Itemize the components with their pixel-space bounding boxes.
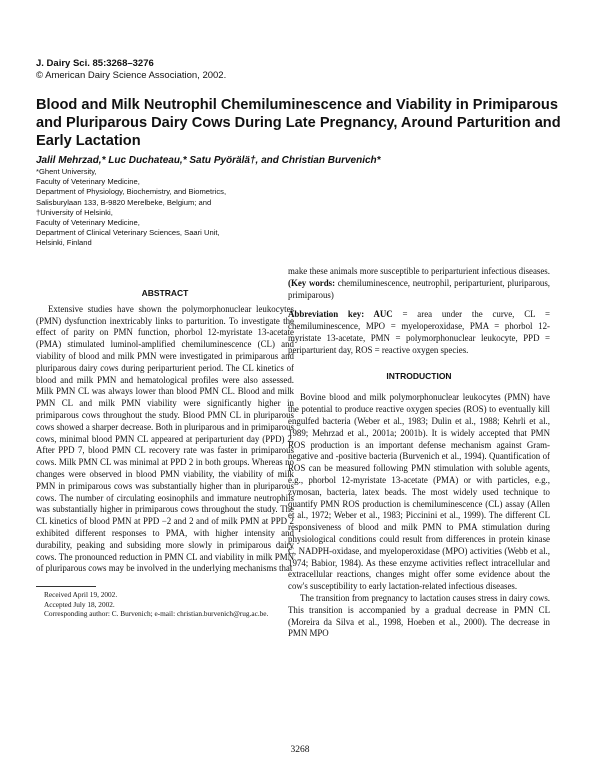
introduction-paragraph-1: Bovine blood and milk polymorphonuclear leukocytes (PMN) have the potential to produce reactive oxygen species (ROS) to eventually kill engulfed bacteria (Weber et al., 1983; Dulin et al., 1988; Kehrli et al., 1989; Mehrzad et al., 2001a; 2001b). It is widely accepted that PMN ROS production is an important defense mechanism against Gram-negative and -positive bacteria (Burvenich et al., 1994). Quantification of ROS can be measured following PMN stimulation with soluble agents, e.g., phorbol 12-myristate 13-acetate (PMA) or with particles, e.g., zymosan, bacteria, latex beads. The most widely used technique to quantify PMN ROS production is chemiluminescence (CL) assay (Allen et al., 1972; Weber et al., 1983; Piccinini et al., 1999). The different CL responsiveness of blood and milk PMN to PMA stimulation during physiological conditions could result from differences in protein kinase C, NADPH-oxidase, and myeloperoxidase (MPO) activities (Webb et al., 1974; Babior, 1984). As these enzyme activities reflect intracellular and extracellular reactions, changes might offer some evidence about the cow's susceptibility to early lactation-related infectious diseases.: [288, 392, 550, 592]
keywords-label: (Key words:: [288, 277, 336, 288]
introduction-heading: INTRODUCTION: [386, 370, 452, 381]
received-date: Received April 19, 2002.: [44, 590, 118, 599]
affiliation-line: Salisburylaan 133, B-9820 Merelbeke, Belgium; and: [36, 197, 212, 207]
abstract-heading: ABSTRACT: [141, 288, 189, 298]
journal-copyright: © American Dairy Science Association, 2002.: [36, 70, 227, 81]
article-title: Blood and Milk Neutrophil Chemiluminescence and Viability in Primiparous and Pluriparous Dairy Cows During Late Pregnancy, Around Parturition and Early Lactation: [36, 97, 561, 149]
journal-citation: J. Dairy Sci. 85:3268–3276: [36, 58, 154, 69]
affiliation-line: Department of Clinical Veterinary Sciences, Saari Unit,: [36, 228, 220, 238]
affiliation-line: Helsinki, Finland: [36, 238, 92, 248]
affiliations: [36, 167, 226, 249]
author-list: Jalil Mehrzad,* Luc Duchateau,* Satu Pyörälä†, and Christian Burvenich*: [36, 155, 381, 166]
footnotes: [36, 590, 286, 619]
footnote-divider: [36, 586, 96, 587]
affiliation-line: Department of Physiology, Biochemistry, and Biometrics,: [36, 187, 227, 197]
affiliation-line: Faculty of Veterinary Medicine,: [36, 218, 140, 228]
keywords-text: chemiluminescence, neutrophil, periparturient, pluriparous, primiparous): [288, 277, 550, 300]
abbreviation-text: = area under the curve, CL = chemiluminescence, MPO = myeloperoxidase, PMA = phorbol 12-myristate 13-acetate, PMN = polymorphonuclear leukocyte, PPD = periparturient day, ROS = reactive oxygen species.: [288, 309, 550, 355]
journal-header: [36, 58, 226, 82]
affiliation-line: *Ghent University,: [36, 167, 97, 176]
keywords: [288, 278, 550, 302]
abstract-continuation: make these animals more susceptible to periparturient infectious diseases.: [288, 266, 550, 276]
accepted-date: Accepted July 18, 2002.: [44, 599, 115, 609]
right-column: [288, 266, 550, 640]
abbreviation-key: [288, 309, 550, 356]
affiliation-line: Faculty of Veterinary Medicine,: [36, 177, 140, 187]
page-number: 3268: [290, 745, 310, 755]
left-column: [36, 288, 294, 575]
corresponding-author: Corresponding author: C. Burvenich; e-mail: christian.burvenich@rug.ac.be.: [44, 609, 269, 619]
abbreviation-label: Abbreviation key: AUC: [288, 309, 393, 320]
abstract-text: Extensive studies have shown the polymorphonuclear leukocytes (PMN) dysfunction inextricably links to parturition. To investigate the effect of parity on PMN function, phorbol 12-myristate 13-acetate (PMA) stimulated luminol-amplified chemiluminescence (CL) and viability of blood and milk PMN were investigated in primiparous and pluriparous dairy cows during periparturient period. The CL kinetics of blood and milk PMN and hematological profiles were also assessed. Milk PMN CL was always lower than blood PMN CL. Blood and milk PMN CL and milk PMN viability were significantly higher in primiparous cows throughout the study. Blood PMN CL in pluriparous cows showed a sharper decrease. Both in pluriparous and in primiparous cows, minimal blood PMN CL appeared at periparturient day (PPD) 2. After PPD 7, blood PMN CL recovery rate was faster in primiparous cows. Milk PMN CL was minimal at PPD 2 in both groups. Whereas no changes were observed in blood PMN viability, the viability of milk PMN in primiparous cows was substantially higher than in pluriparous cows. The number of circulating eosinophils and immature neutrophils was substantially higher in primiparous cows throughout the study. The CL kinetics of blood PMN at PPD −2 and 2 and of milk PMN at PPD 2 exhibited different responses to PMA, with higher intensity and durability, peaking and subsiding more slowly in primiparous dairy cows. The pronounced reduction in PMN CL and viability in milk PMN of pluriparous cows may be involved in the underlying mechanisms that: [36, 303, 294, 574]
introduction-paragraph-2: The transition from pregnancy to lactation causes stress in dairy cows. This transition is accompanied by a gradual decrease in PMN CL (Moreira da Silva et al., 1998, Hoeben et al., 2000). The decrease in PMN MPO: [288, 592, 550, 639]
affiliation-line: †University of Helsinki,: [36, 207, 113, 217]
